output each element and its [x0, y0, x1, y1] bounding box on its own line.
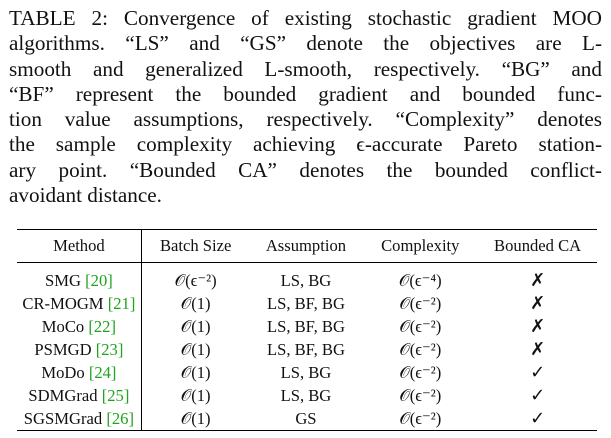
table-row [17, 407, 597, 431]
caption-line: avoidant distance. [9, 183, 162, 208]
method-cell [17, 407, 141, 431]
assumption-cell: LS, BG [280, 362, 332, 382]
bounded-ca-cell: ✓ [530, 362, 546, 383]
table-caption [9, 6, 602, 208]
method-cell [17, 384, 141, 407]
batch-size-cell: 𝒪(1) [180, 385, 211, 405]
citation-link[interactable]: [25] [101, 385, 130, 405]
assumption-cell: LS, BG [280, 385, 332, 405]
citation-link[interactable]: [21] [107, 293, 136, 313]
method-name: CR-MOGM [22, 293, 104, 313]
convergence-table [17, 229, 597, 431]
batch-size-cell: 𝒪(1) [180, 316, 211, 336]
bounded-ca-cell: ✗ [530, 293, 546, 314]
assumption-cell: LS, BG [280, 270, 332, 290]
batch-size-cell: 𝒪(1) [180, 339, 211, 359]
caption-line: “BF” represent the bounded gradient and bounded func- [9, 81, 602, 106]
citation-link[interactable]: [23] [95, 339, 124, 359]
complexity-cell: 𝒪(ϵ⁻²) [399, 362, 442, 382]
caption-line: smooth and generalized L-smooth, respectively. “BG” and [9, 56, 602, 81]
caption-line: TABLE 2: Convergence of existing stochastic gradient MOO [9, 6, 602, 30]
complexity-cell: 𝒪(ϵ⁻⁴) [398, 270, 442, 290]
complexity-cell: 𝒪(ϵ⁻²) [399, 408, 442, 428]
method-name: SDMGrad [28, 385, 98, 405]
table-header-row [17, 230, 597, 263]
complexity-cell: 𝒪(ϵ⁻²) [399, 385, 442, 405]
citation-link[interactable]: [20] [85, 270, 113, 290]
method-name: MoCo [41, 316, 85, 336]
complexity-cell: 𝒪(ϵ⁻²) [399, 339, 442, 359]
caption-line: algorithms. “LS” and “GS” denote the objectives are L- [9, 31, 602, 56]
assumption-cell: LS, BF, BG [266, 293, 345, 313]
header-method: Method [17, 230, 141, 263]
table-row [17, 292, 597, 315]
complexity-cell: 𝒪(ϵ⁻²) [399, 316, 442, 336]
method-cell [17, 315, 141, 338]
header-bounded-ca: Bounded CA [494, 236, 582, 255]
bounded-ca-cell: ✗ [530, 270, 546, 291]
bounded-ca-cell: ✓ [530, 385, 546, 406]
table-row [17, 338, 597, 361]
method-cell [17, 292, 141, 315]
assumption-cell: LS, BF, BG [266, 316, 345, 336]
table-row [17, 315, 597, 338]
citation-link[interactable]: [22] [88, 316, 117, 336]
method-cell [17, 263, 141, 293]
citation-link[interactable]: [24] [88, 362, 117, 382]
header-batch-size: Batch Size [159, 236, 232, 255]
citation-link[interactable]: [26] [106, 408, 134, 428]
table-row [17, 263, 597, 293]
assumption-cell: GS [295, 408, 317, 428]
header-complexity: Complexity [381, 236, 460, 255]
bounded-ca-cell: ✓ [530, 408, 546, 429]
header-assumption: Assumption [265, 236, 347, 255]
method-name: MoDo [41, 362, 85, 382]
table-row [17, 384, 597, 407]
complexity-cell: 𝒪(ϵ⁻²) [399, 293, 442, 313]
batch-size-cell: 𝒪(1) [180, 293, 211, 313]
bounded-ca-cell: ✗ [530, 339, 546, 360]
assumption-cell: LS, BF, BG [266, 339, 345, 359]
bounded-ca-cell: ✗ [530, 316, 546, 337]
batch-size-cell: 𝒪(ϵ⁻²) [174, 270, 217, 290]
method-name: SGSMGrad [23, 408, 103, 428]
batch-size-cell: 𝒪(1) [180, 362, 211, 382]
table-row [17, 361, 597, 384]
method-name: PSMGD [34, 339, 92, 359]
caption-line: ary point. “Bounded CA” denotes the bounded conflict- [9, 157, 602, 182]
batch-size-cell: 𝒪(1) [180, 408, 211, 428]
method-name: SMG [45, 270, 81, 290]
method-cell [17, 361, 141, 384]
method-cell [17, 338, 141, 361]
caption-line: the sample complexity achieving ϵ-accurate Pareto station- [9, 132, 602, 157]
caption-line: tion value assumptions, respectively. “Complexity” denotes [9, 107, 602, 132]
